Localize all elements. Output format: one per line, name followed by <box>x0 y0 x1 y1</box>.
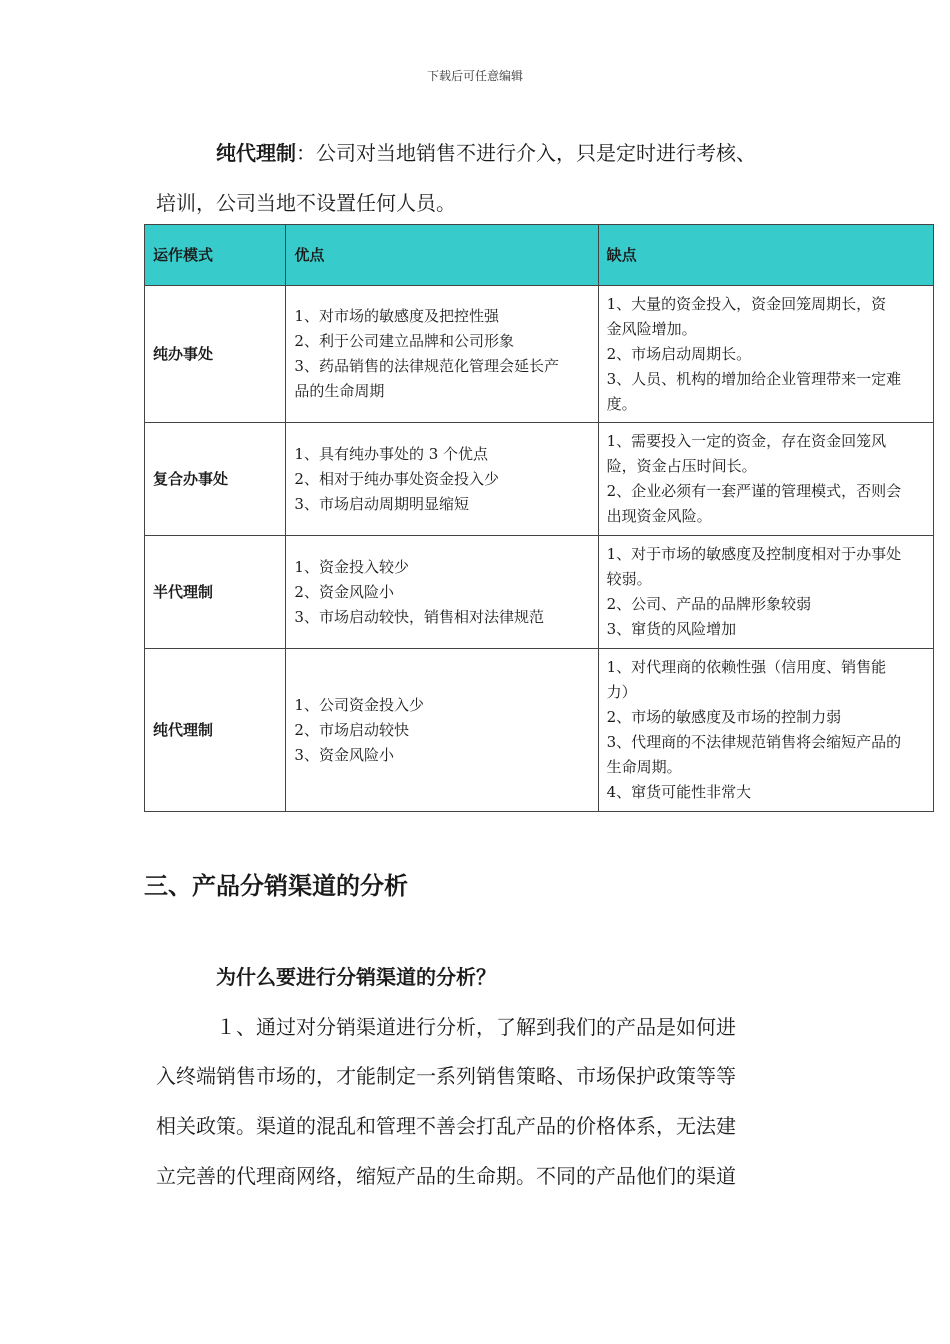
cons-line: 2、公司、产品的品牌形象较弱 <box>606 595 812 613</box>
cons-cell <box>598 536 933 649</box>
header-cons: 缺点 <box>598 225 933 286</box>
pros-cell <box>286 649 598 812</box>
cons-cell <box>598 649 933 812</box>
table-row <box>145 536 934 649</box>
paragraph-line: １、通过对分销渠道进行分析，了解到我们的产品是如何进 <box>216 1015 736 1039</box>
cons-line: 出现资金风险。 <box>606 507 712 525</box>
table-row <box>145 649 934 812</box>
cons-line: 2、市场的敏感度及市场的控制力弱 <box>606 708 842 726</box>
pros-line: 1、具有纯办事处的 3 个优点 <box>294 444 489 463</box>
intro-bold-term: 纯代理制 <box>216 141 296 165</box>
header-mode: 运作模式 <box>145 225 286 286</box>
pros-line: 品的生命周期 <box>294 382 385 400</box>
mode-cell: 纯代理制 <box>145 649 286 812</box>
pros-line: 1、资金投入较少 <box>294 557 409 576</box>
pros-line: 2、相对于纯办事处资金投入少 <box>294 469 499 488</box>
cons-line: 4、窜货可能性非常大 <box>606 783 752 801</box>
table-row <box>145 286 934 423</box>
pros-cell <box>286 286 598 423</box>
paragraph-line: 入终端销售市场的，才能制定一系列销售策略、市场保护政策等等 <box>156 1064 736 1088</box>
cons-line: 金风险增加。 <box>606 319 697 338</box>
cons-cell <box>598 423 933 536</box>
paragraph-line: 相关政策。渠道的混乱和管理不善会打乱产品的价格体系，无法建 <box>156 1114 736 1138</box>
pros-line: 1、公司资金投入少 <box>294 695 424 714</box>
pros-cell <box>286 423 598 536</box>
mode-cell: 纯办事处 <box>145 286 286 423</box>
cons-line: 3、人员、机构的增加给企业管理带来一定难 <box>606 369 902 388</box>
cons-line: 险，资金占压时间长。 <box>606 457 757 475</box>
table-header-row <box>145 225 934 286</box>
header-note: 下载后可任意编辑 <box>426 69 523 83</box>
section-title: 三、产品分销渠道的分析 <box>144 872 408 900</box>
cons-line: 1、对代理商的依赖性强（信用度、销售能 <box>606 658 887 676</box>
intro-line-2: 培训，公司当地不设置任何人员。 <box>156 191 456 215</box>
cons-line: 3、代理商的不法律规范销售将会缩短产品的 <box>606 733 902 751</box>
pros-line: 3、药品销售的法律规范化管理会延长产 <box>294 357 559 375</box>
pros-line: 3、资金风险小 <box>294 745 394 764</box>
intro-text: ：公司对当地销售不进行介入，只是定时进行考核、 <box>296 141 756 165</box>
cons-line: 较弱。 <box>606 570 652 588</box>
cons-line: 生命周期。 <box>606 758 682 776</box>
cons-line: 2、企业必须有一套严谨的管理模式，否则会 <box>606 482 902 500</box>
pros-line: 3、市场启动较快，销售相对法律规范 <box>294 607 544 626</box>
cons-line: 3、窜货的风险增加 <box>606 620 737 638</box>
cons-line: 2、市场启动周期长。 <box>606 344 752 363</box>
header-pros: 优点 <box>286 225 598 286</box>
paragraph-line: 立完善的代理商网络，缩短产品的生命期。不同的产品他们的渠道 <box>156 1164 736 1188</box>
pros-line: 1、对市场的敏感度及把控性强 <box>294 307 499 325</box>
intro-line-1 <box>216 137 756 166</box>
cons-line: 1、需要投入一定的资金，存在资金回笼风 <box>606 432 887 450</box>
pros-line: 3、市场启动周期明显缩短 <box>294 494 469 513</box>
cons-line: 力） <box>606 683 637 701</box>
cons-line: 1、对于市场的敏感度及控制度相对于办事处 <box>606 545 902 563</box>
pros-cell <box>286 536 598 649</box>
pros-line: 2、利于公司建立品牌和公司形象 <box>294 332 514 350</box>
pros-line: 2、资金风险小 <box>294 582 394 601</box>
operation-modes-table <box>144 224 934 812</box>
mode-cell: 半代理制 <box>145 536 286 649</box>
cons-cell <box>598 286 933 423</box>
table-row <box>145 423 934 536</box>
cons-line: 1、大量的资金投入，资金回笼周期长，资 <box>606 294 887 313</box>
cons-line: 度。 <box>606 394 637 413</box>
section-subtitle: 为什么要进行分销渠道的分析？ <box>216 965 496 989</box>
pros-line: 2、市场启动较快 <box>294 720 409 739</box>
mode-cell: 复合办事处 <box>145 423 286 536</box>
